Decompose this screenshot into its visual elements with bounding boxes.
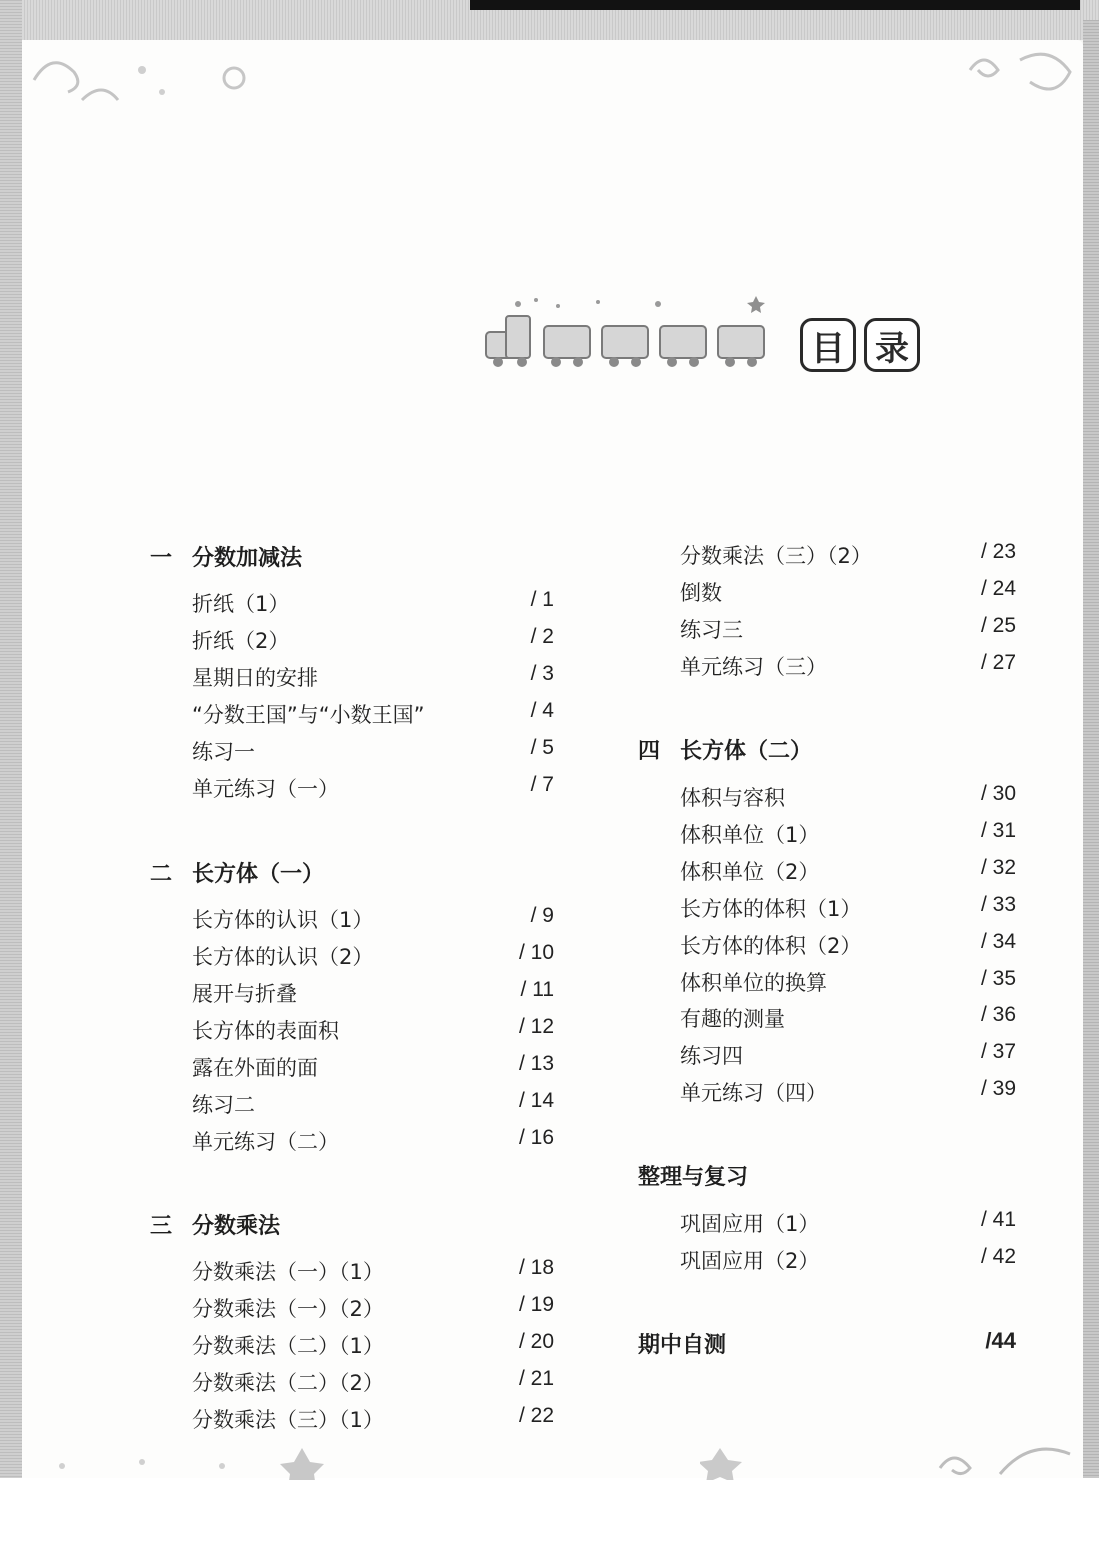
toc-page-number: / 27 — [980, 651, 1016, 674]
toc-entry[interactable]: 体积与容积 — [680, 786, 785, 810]
toc-page-number: / 36 — [980, 1003, 1016, 1026]
toc-page-number: / 42 — [980, 1245, 1016, 1268]
section-number: 一 — [150, 546, 173, 571]
section-heading-review: 整理与复习 — [638, 1165, 749, 1190]
toc-entry[interactable]: 有趣的测量 — [680, 1007, 785, 1031]
scan-top-edge — [0, 0, 1099, 40]
toy-train-illustration — [478, 292, 778, 372]
toc-entry[interactable]: 展开与折叠 — [192, 982, 297, 1006]
toc-page-number: / 30 — [980, 782, 1016, 805]
section-title: 分数加减法 — [192, 546, 303, 571]
toc-page-number: / 34 — [980, 930, 1016, 953]
toc-page-number: / 20 — [518, 1330, 554, 1353]
toc-page-number: / 22 — [518, 1404, 554, 1427]
scan-right-edge — [1083, 20, 1099, 1500]
section-number: 二 — [150, 862, 173, 887]
bottom-right-decoration — [700, 1434, 1083, 1480]
toc-entry[interactable]: 倒数 — [680, 581, 722, 605]
toc-entry[interactable]: 练习三 — [680, 618, 743, 642]
toc-entry[interactable]: 长方体的体积（2） — [680, 934, 862, 958]
toc-page-number: / 23 — [980, 540, 1016, 563]
toc-page-number: / 10 — [518, 941, 554, 964]
toc-entry[interactable]: 分数乘法（三）（2） — [680, 544, 872, 568]
toc-entry[interactable]: 分数乘法（一）（2） — [192, 1297, 384, 1321]
toc-entry[interactable]: “分数王国”与“小数王国” — [192, 703, 425, 727]
toc-page-number: / 39 — [980, 1077, 1016, 1100]
toc-page-number: / 24 — [980, 577, 1016, 600]
top-right-swirl-decoration — [960, 40, 1080, 120]
toc-page-number: / 41 — [980, 1208, 1016, 1231]
toc-entry[interactable]: 折纸（2） — [192, 629, 290, 653]
toc-page-number: / 13 — [518, 1052, 554, 1075]
toc-entry[interactable]: 分数乘法（一）（1） — [192, 1260, 384, 1284]
section-heading-2 — [150, 857, 324, 888]
toc-entry[interactable]: 长方体的表面积 — [192, 1019, 339, 1043]
toc-entry[interactable]: 练习一 — [192, 740, 255, 764]
title-char-mu: 目 — [800, 318, 856, 372]
section-heading-midterm[interactable]: 期中自测 — [638, 1333, 727, 1358]
scan-bottom-margin — [0, 1478, 1099, 1556]
toc-title-area — [478, 292, 928, 372]
toc-entry[interactable]: 长方体的认识（1） — [192, 908, 374, 932]
toc-entry[interactable]: 单元练习（三） — [680, 655, 827, 679]
toc-entry[interactable]: 巩固应用（2） — [680, 1249, 820, 1273]
section-heading-1 — [150, 541, 302, 572]
section-number: 三 — [150, 1214, 173, 1239]
toc-page-number: / 25 — [980, 614, 1016, 637]
toc-entry[interactable]: 练习四 — [680, 1044, 743, 1068]
toc-page-number: / 5 — [530, 736, 554, 759]
toc-entry[interactable]: 练习二 — [192, 1093, 255, 1117]
toc-entry[interactable]: 长方体的体积（1） — [680, 897, 862, 921]
toc-entry[interactable]: 单元练习（二） — [192, 1130, 339, 1154]
scan-left-edge — [0, 0, 22, 1480]
title-char-lu: 录 — [864, 318, 920, 372]
toc-entry[interactable]: 体积单位（2） — [680, 860, 820, 884]
toc-page-number: / 18 — [518, 1256, 554, 1279]
toc-page-number: / 3 — [530, 662, 554, 685]
toc-entry[interactable]: 长方体的认识（2） — [192, 945, 374, 969]
toc-page-number: / 21 — [518, 1367, 554, 1390]
toc-page-number: / 37 — [980, 1040, 1016, 1063]
section-title: 长方体（二） — [680, 739, 813, 764]
toc-entry[interactable]: 星期日的安排 — [192, 666, 318, 690]
section-heading-3 — [150, 1209, 280, 1240]
toc-page-number: / 1 — [530, 588, 554, 611]
toc-entry[interactable]: 体积单位的换算 — [680, 971, 827, 995]
toc-page-number: / 7 — [530, 773, 554, 796]
toc-page-number: / 2 — [530, 625, 554, 648]
toc-entry[interactable]: 单元练习（四） — [680, 1081, 827, 1105]
toc-entry[interactable]: 分数乘法（三）（1） — [192, 1408, 384, 1432]
section-number: 四 — [638, 739, 661, 764]
toc-entry[interactable]: 分数乘法（二）（2） — [192, 1371, 384, 1395]
toc-page-number: / 35 — [980, 967, 1016, 990]
toc-page-number: / 16 — [518, 1126, 554, 1149]
toc-page-number: / 33 — [980, 893, 1016, 916]
section-heading-4 — [638, 734, 812, 765]
top-left-swirl-decoration — [22, 40, 262, 120]
toc-page-number: / 19 — [518, 1293, 554, 1316]
section-title: 分数乘法 — [192, 1214, 281, 1239]
bottom-left-decoration — [22, 1440, 362, 1480]
toc-page-number: / 4 — [530, 699, 554, 722]
toc-page-number: / 32 — [980, 856, 1016, 879]
toc-entry[interactable]: 体积单位（1） — [680, 823, 820, 847]
toc-entry[interactable]: 分数乘法（二）（1） — [192, 1334, 384, 1358]
toc-page-number: / 12 — [518, 1015, 554, 1038]
section-title: 长方体（一） — [192, 862, 325, 887]
toc-entry[interactable]: 露在外面的面 — [192, 1056, 318, 1080]
scan-dark-bar — [470, 0, 1080, 10]
toc-page-number: / 14 — [518, 1089, 554, 1112]
midterm-page-number: /44 — [985, 1328, 1016, 1353]
toc-entry[interactable]: 折纸（1） — [192, 592, 290, 616]
toc-entry[interactable]: 巩固应用（1） — [680, 1212, 820, 1236]
toc-page-number: / 9 — [530, 904, 554, 927]
toc-page-number: / 31 — [980, 819, 1016, 842]
toc-page-number: / 11 — [520, 978, 554, 1001]
toc-entry[interactable]: 单元练习（一） — [192, 777, 339, 801]
